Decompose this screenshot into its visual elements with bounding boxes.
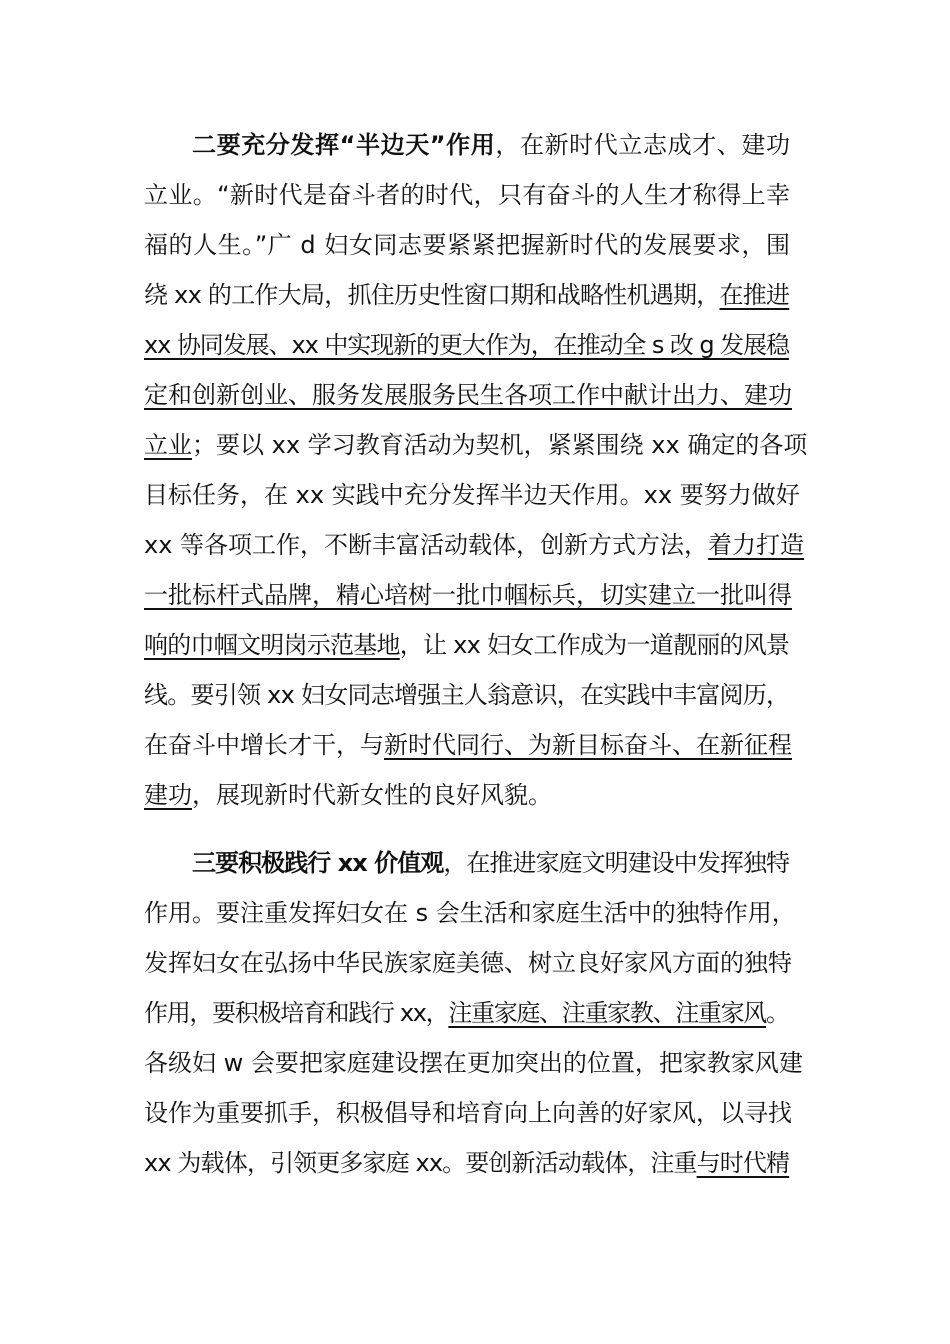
text-line	[144, 430, 807, 460]
text-run: ，在新时代立志成才、建功	[495, 131, 791, 159]
text-run: 作用，要积极培育和践行 xx，	[144, 999, 449, 1027]
text-run: 目标任务，在 xx 实践中充分发挥半边天作用。xx 要努力做好	[144, 481, 800, 509]
text-line	[144, 530, 804, 560]
text-line	[144, 280, 789, 310]
text-run: 发挥妇女在弘扬中华民族家庭美德、树立良好家风方面的独特	[144, 949, 792, 977]
text-line	[144, 948, 792, 978]
text-line	[144, 630, 789, 660]
text-line	[192, 848, 789, 878]
underlined-run: 注重家庭、注重家教、注重家风	[448, 999, 766, 1027]
text-line	[144, 1098, 792, 1128]
text-run: ，在推进家庭文明建设中发挥独特	[443, 849, 790, 877]
text-line	[144, 330, 789, 360]
text-run: 设作为重要抓手，积极倡导和培育向上向善的好家风，以寻找	[144, 1099, 792, 1127]
text-run: 各级妇 w 会要把家庭建设摆在更加突出的位置，把家教家风建	[144, 1049, 803, 1077]
underlined-run: 一批标杆式品牌，精心培树一批巾帼标兵，切实建立一批叫得	[144, 581, 792, 609]
text-line	[144, 1048, 803, 1078]
text-line	[144, 730, 792, 760]
text-line	[144, 380, 792, 410]
text-run: xx 等各项工作，不断丰富活动载体，创新方式方法，	[144, 531, 709, 559]
bold-heading-run: 二要充分发挥“半边天”作用	[192, 131, 496, 159]
text-run: 在奋斗中增长才干，与	[144, 731, 384, 759]
underlined-run: 新时代同行、为新目标奋斗、在新征程	[384, 731, 792, 759]
text-line	[144, 780, 552, 810]
text-run: 作用。要注重发挥妇女在 s 会生活和家庭生活中的独特作用，	[144, 899, 796, 927]
text-run: ，让 xx 妇女工作成为一道靓丽的风景	[399, 631, 790, 659]
text-line	[144, 898, 796, 928]
text-run: 绕 xx 的工作大局，抓住历史性窗口期和战略性机遇期，	[144, 281, 720, 309]
text-line	[144, 680, 789, 710]
text-line	[192, 130, 791, 160]
text-line	[144, 180, 790, 210]
text-line	[144, 998, 789, 1028]
underlined-run: xx 协同发展、xx 中实现新的更大作为，在推动全 s 改 g 发展稳	[144, 331, 789, 359]
text-run: xx 为载体，引领更多家庭 xx。要创新活动载体，注重	[144, 1149, 697, 1177]
text-run: 福的人生。”广 d 妇女同志要紧紧把握新时代的发展要求，围	[144, 231, 791, 259]
text-run: 线。要引领 xx 妇女同志增强主人翁意识，在实践中丰富阅历，	[144, 681, 790, 709]
underlined-run: 建功	[144, 781, 192, 809]
underlined-run: 立业	[144, 431, 192, 459]
bold-heading-run: 三要积极践行 xx 价值观	[192, 849, 444, 877]
text-line	[144, 1148, 789, 1178]
text-line	[144, 230, 791, 260]
text-line	[144, 580, 792, 610]
underlined-run: 在推进	[719, 281, 790, 309]
text-run: 立业。“新时代是奋斗者的时代，只有奋斗的人生才称得上幸	[144, 181, 791, 209]
text-run: ，展现新时代新女性的良好风貌。	[192, 781, 552, 809]
underlined-run: 响的巾帼文明岗示范基地	[144, 631, 400, 659]
text-line	[144, 480, 800, 510]
underlined-run: 着力打造	[708, 531, 805, 559]
text-run: 。	[766, 999, 789, 1027]
underlined-run: 定和创新创业、服务发展服务民生各项工作中献计出力、建功	[144, 381, 792, 409]
text-run: ；要以 xx 学习教育活动为契机，紧紧围绕 xx 确定的各项	[192, 431, 808, 459]
underlined-run: 与时代精	[696, 1149, 790, 1177]
